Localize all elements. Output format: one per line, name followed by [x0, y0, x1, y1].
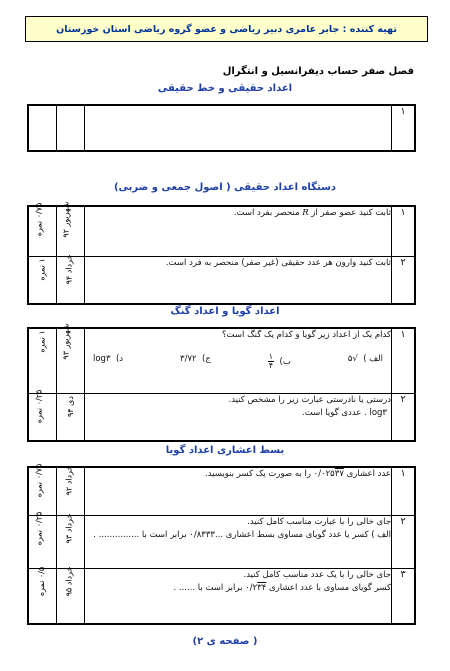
question-text — [85, 105, 392, 151]
math-variable: R — [302, 208, 309, 218]
question-number: ۱ — [392, 105, 416, 151]
question-text: ثابت کنید عضو صفر از R منحصر بفرد است. — [85, 206, 392, 256]
date-cell — [57, 105, 85, 151]
score-cell: ۱ نمره — [28, 256, 57, 304]
date-cell: خرداد ۹۳ — [57, 515, 85, 568]
date-cell: خرداد ۹۲ — [57, 467, 85, 515]
question-number: ۱ — [392, 206, 416, 256]
table-row — [28, 206, 415, 256]
page-number: ( صفحه ی ۲) — [192, 636, 258, 647]
question-number: ۳ — [392, 568, 416, 624]
date-cell: خرداد ۹۴ — [57, 256, 85, 304]
score-cell: ۰/۲۵ نمره — [28, 515, 57, 568]
question-table-4 — [27, 463, 416, 625]
table-row — [28, 568, 415, 624]
score-cell: ۱ نمره — [28, 328, 57, 393]
question-text: جای خالی را با عبارت مناسب کامل کنید. الف ) کسر یا عدد گویای مساوی بسط اعشاری ...۰/۸۳۳۳ برابر است با ............... . — [85, 515, 392, 568]
score-cell: ۰/۷۵ نمره — [28, 206, 57, 256]
question-text: درستی یا نادرستی عبارت زیر را مشخص کنید. log۳ . عددی گویا است. — [85, 393, 392, 441]
question-number: ۲ — [392, 256, 416, 304]
section-title-real-numbers: اعداد حقیقی و خط حقیقی — [157, 83, 293, 94]
question-text: کدام یک از اعداد زیر گویا و کدام یک گنگ است؟ الف ) √۵ ب) $\frac{۱}{۴}$ ج) ۳/۷۲ د) log۳ — [85, 328, 392, 393]
answer-options — [85, 353, 391, 370]
chapter-title: فصل صفر حساب دیفرانسیل و انتگرال — [222, 66, 414, 77]
table-row — [28, 256, 415, 304]
table-row — [28, 393, 415, 441]
author-banner — [25, 16, 428, 42]
date-cell: دی ۹۴ — [57, 393, 85, 441]
option-a: الف ) √۵ — [347, 353, 383, 364]
question-number: ۲ — [392, 515, 416, 568]
section-title-rational-irrational: اعداد گویا و اعداد گنگ — [170, 306, 280, 317]
table-row — [28, 515, 415, 568]
option-c: ج) ۳/۷۲ — [180, 353, 211, 364]
question-table-2 — [27, 201, 416, 305]
question-text: عدد اعشاری ۰/۰۲۵۳۷ را به صورت یک کسر بنویسید. — [85, 467, 392, 515]
score-cell: ۰/۷۵ نمره — [28, 467, 57, 515]
question-text: جای خالی را با یک عدد مناسب کامل کنید. کسر گویای مساوی با عدد اعشاری ۰/۲۳۴ برابر است با ...... . — [85, 568, 392, 624]
date-cell: شهریور ۹۳ — [57, 328, 85, 393]
score-cell: ۰/۵ نمره — [28, 568, 57, 624]
option-b: ب) $\frac{۱}{۴}$ — [268, 351, 291, 370]
repeating-digits: ۳۴ — [257, 583, 267, 594]
score-cell — [28, 105, 57, 151]
question-table-1 — [27, 104, 416, 152]
question-number: ۱ — [392, 328, 416, 393]
section-title-axioms: دستگاه اعداد حقیقی ( اصول جمعی و ضربی) — [113, 182, 337, 193]
question-table-3 — [27, 323, 416, 442]
question-text: ثابت کنید وارون هر عدد حقیقی (غیر صفر) منحصر به فرد است. — [85, 256, 392, 304]
table-row — [28, 105, 415, 151]
repeating-digits: ۳۷ — [334, 469, 344, 479]
option-d: د) log۳ — [93, 353, 124, 364]
question-number: ۲ — [392, 393, 416, 441]
date-cell: شهریور ۹۲ — [57, 206, 85, 256]
date-cell: خرداد ۹۵ — [57, 568, 85, 624]
question-number: ۱ — [392, 467, 416, 515]
table-row — [28, 328, 415, 393]
table-row — [28, 467, 415, 515]
section-title-decimal-expansion: بسط اعشاری اعداد گویا — [165, 445, 285, 456]
score-cell: ۰/۲۵ نمره — [28, 393, 57, 441]
author-text: تهیه کننده : جابر عامری دبیر ریاضی و عضو گروه ریاضی استان خوزستان — [56, 23, 397, 35]
